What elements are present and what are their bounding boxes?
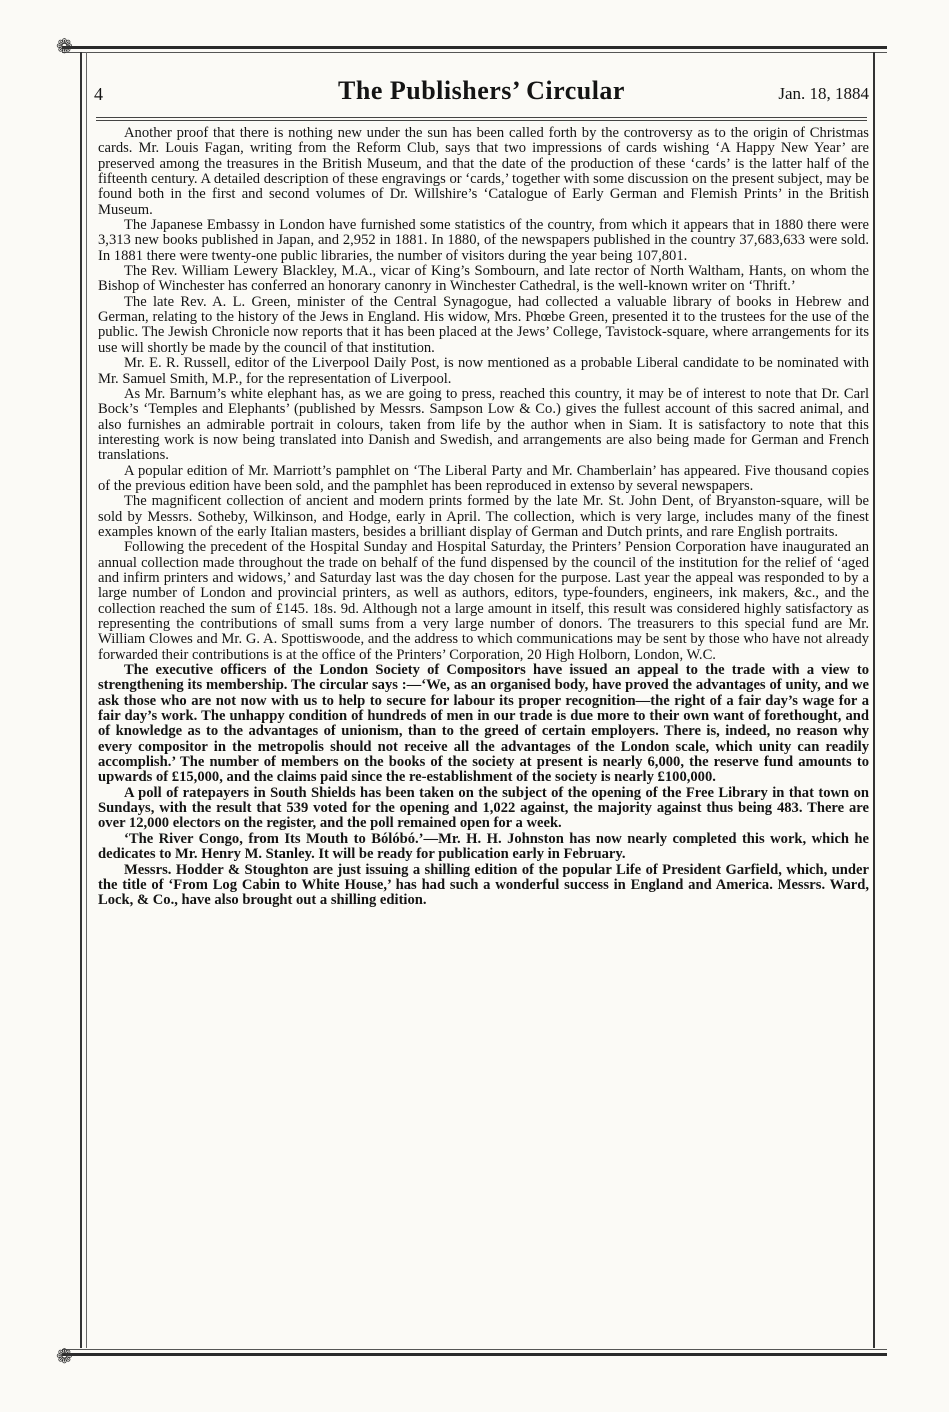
header-rule bbox=[96, 117, 867, 121]
left-border-rule bbox=[80, 52, 82, 1348]
paragraph-garfield-edition: Messrs. Hodder & Stoughton are just issuing a shilling edition of the popular Life of President Garfield, which, under the title of ‘From Log Cabin to White House,’ has had such a wonderful success in England and America. Messrs. Ward, Lock, & Co., have also brought out a shilling edition. bbox=[98, 861, 869, 909]
article-column bbox=[98, 126, 869, 909]
page-number: 4 bbox=[94, 84, 103, 104]
paragraph-dent-prints: The magnificent collection of ancient and modern prints formed by the late Mr. St. John Dent, of Bryanston-square, will be sold by Messrs. Sotheby, Wilkinson, and Hodge, early in April. The collection, which is very large, includes many of the finest examples known of the early Italian masters, besides a brilliant display of German and Dutch prints, and rare English portraits. bbox=[98, 493, 869, 540]
top-border-rule bbox=[62, 46, 887, 53]
bottom-border-rule bbox=[62, 1349, 887, 1356]
paragraph-christmas-cards: Another proof that there is nothing new under the sun has been called forth by the controversy as to the origin of Christmas cards. Mr. Louis Fagan, writing from the Reform Club, says that two impressions of cards wishing ‘A Happy New Year’ are preserved among the treasures in the British Museum, and that the date of the production of these ‘cards’ is the latter half of the fifteenth century. A detailed description of these engravings or ‘cards,’ together with some discussion on the present subject, may be found both in the first and second volumes of Dr. Willshire’s ‘Catalogue of Early German and Flemish Prints’ in the British Museum. bbox=[98, 125, 869, 218]
paragraph-russell-candidate: Mr. E. R. Russell, editor of the Liverpool Daily Post, is now mentioned as a probable Liberal candidate to be nominated with Mr. Samuel Smith, M.P., for the representation of Liverpool. bbox=[98, 355, 869, 387]
journal-title: The Publishers’ Circular bbox=[338, 76, 625, 105]
paragraph-south-shields-poll: A poll of ratepayers in South Shields has been taken on the subject of the opening of the Free Library in that town on Sundays, with the result that 539 voted for the opening and 1,022 against, the majority against thus being 483. There are over 12,000 electors on the register, and the poll remained open for a week. bbox=[98, 784, 869, 832]
left-inner-rule bbox=[86, 52, 87, 1348]
paragraph-white-elephant: As Mr. Barnum’s white elephant has, as we are going to press, reached this country, it may be of interest to note that Dr. Carl Bock’s ‘Temples and Elephants’ (published by Messrs. Sampson Low & Co.) gives the fullest account of this sacred animal, and also furnishes an admirable portrait in colours, taken from life by the author when in Siam. It is satisfactory to note that this interesting work is now being translated into Danish and Swedish, and arrangements are also being made for German and French translations. bbox=[98, 385, 869, 464]
paragraph-rev-green-library: The late Rev. A. L. Green, minister of the Central Synagogue, had collected a valuable library of books in Hebrew and German, relating to the history of the Jews in England. His widow, Mrs. Phœbe Green, presented it to the trustees for the use of the public. The Jewish Chronicle now reports that it has been placed at the Jews’ College, Tavistock-square, where arrangements for its use will shortly be made by the council of that institution. bbox=[98, 293, 869, 356]
right-border-rule bbox=[873, 52, 875, 1348]
top-left-ornament-icon: ❁ bbox=[56, 34, 73, 58]
issue-date: Jan. 18, 1884 bbox=[778, 84, 869, 103]
running-header bbox=[90, 74, 873, 108]
paragraph-rev-blackley: The Rev. William Lewery Blackley, M.A., vicar of King’s Sombourn, and late rector of North Waltham, Hants, on whom the Bishop of Winchester has conferred an honorary canonry in Winchester Cathedral, is the well-known writer on ‘Thrift.’ bbox=[98, 263, 869, 295]
paragraph-japanese-statistics: The Japanese Embassy in London have furnished some statistics of the country, from which it appears that in 1880 there were 3,313 new books published in Japan, and 2,952 in 1881. In 1880, of the newspapers published in the country 37,683,633 were sold. In 1881 there were twenty-one public libraries, the number of visitors during the year being 107,801. bbox=[98, 217, 869, 264]
paragraph-river-congo: ‘The River Congo, from Its Mouth to Bólóbó.’—Mr. H. H. Johnston has now nearly completed this work, which he dedicates to Mr. Henry M. Stanley. It will be ready for publication early in February. bbox=[98, 830, 869, 863]
paragraph-marriott-pamphlet: A popular edition of Mr. Marriott’s pamphlet on ‘The Liberal Party and Mr. Chamberlain’ has appeared. Five thousand copies of the previous edition have been sold, and the pamphlet has been reproduced in extenso by several newspapers. bbox=[98, 462, 869, 494]
bottom-left-ornament-icon: ❁ bbox=[56, 1344, 73, 1368]
paragraph-printers-pension: Following the precedent of the Hospital Sunday and Hospital Saturday, the Printers’ Pension Corporation have inaugurated an annual collection made throughout the trade on behalf of the fund dispensed by the council of the institution for the relief of ‘aged and infirm printers and widows,’ and Saturday last was the day chosen for the purpose. Last year the appeal was responded to by a large number of London and provincial printers, as well as authors, editors, type-founders, engineers, ink makers, &c., and the collection reached the sum of £145. 18s. 9d. Although not a large amount in itself, this result was considered highly satisfactory as representing the contributions of small sums from a very large number of donors. The treasurers to this special fund are Mr. William Clowes and Mr. G. A. Spottiswoode, and the address to which communications may be sent by those who have not already forwarded their contributions is at the office of the Printers’ Corporation, 20 High Holborn, London, W.C. bbox=[98, 539, 869, 663]
paragraph-compositors-appeal: The executive officers of the London Society of Compositors have issued an appeal to the trade with a view to strengthening its membership. The circular says :—‘We, as an organised body, have proved the advantages of unity, and we ask those who are not now with us to help to secure for labour its proper recognition—the right of a fair day’s wage for a fair day’s work. The unhappy condition of hundreds of men in our trade is due more to their own want of forethought, and of knowledge as to the advantages of unionism, than to the greed of certain employers. There is, indeed, no reason why every compositor in the metropolis should not receive all the advantages of the London scale, which unity can readily accomplish.’ The number of members on the books of the society at present is nearly 6,000, the reserve fund amounts to upwards of £15,000, and the claims paid since the re-establishment of the society is nearly £100,000. bbox=[98, 662, 869, 786]
